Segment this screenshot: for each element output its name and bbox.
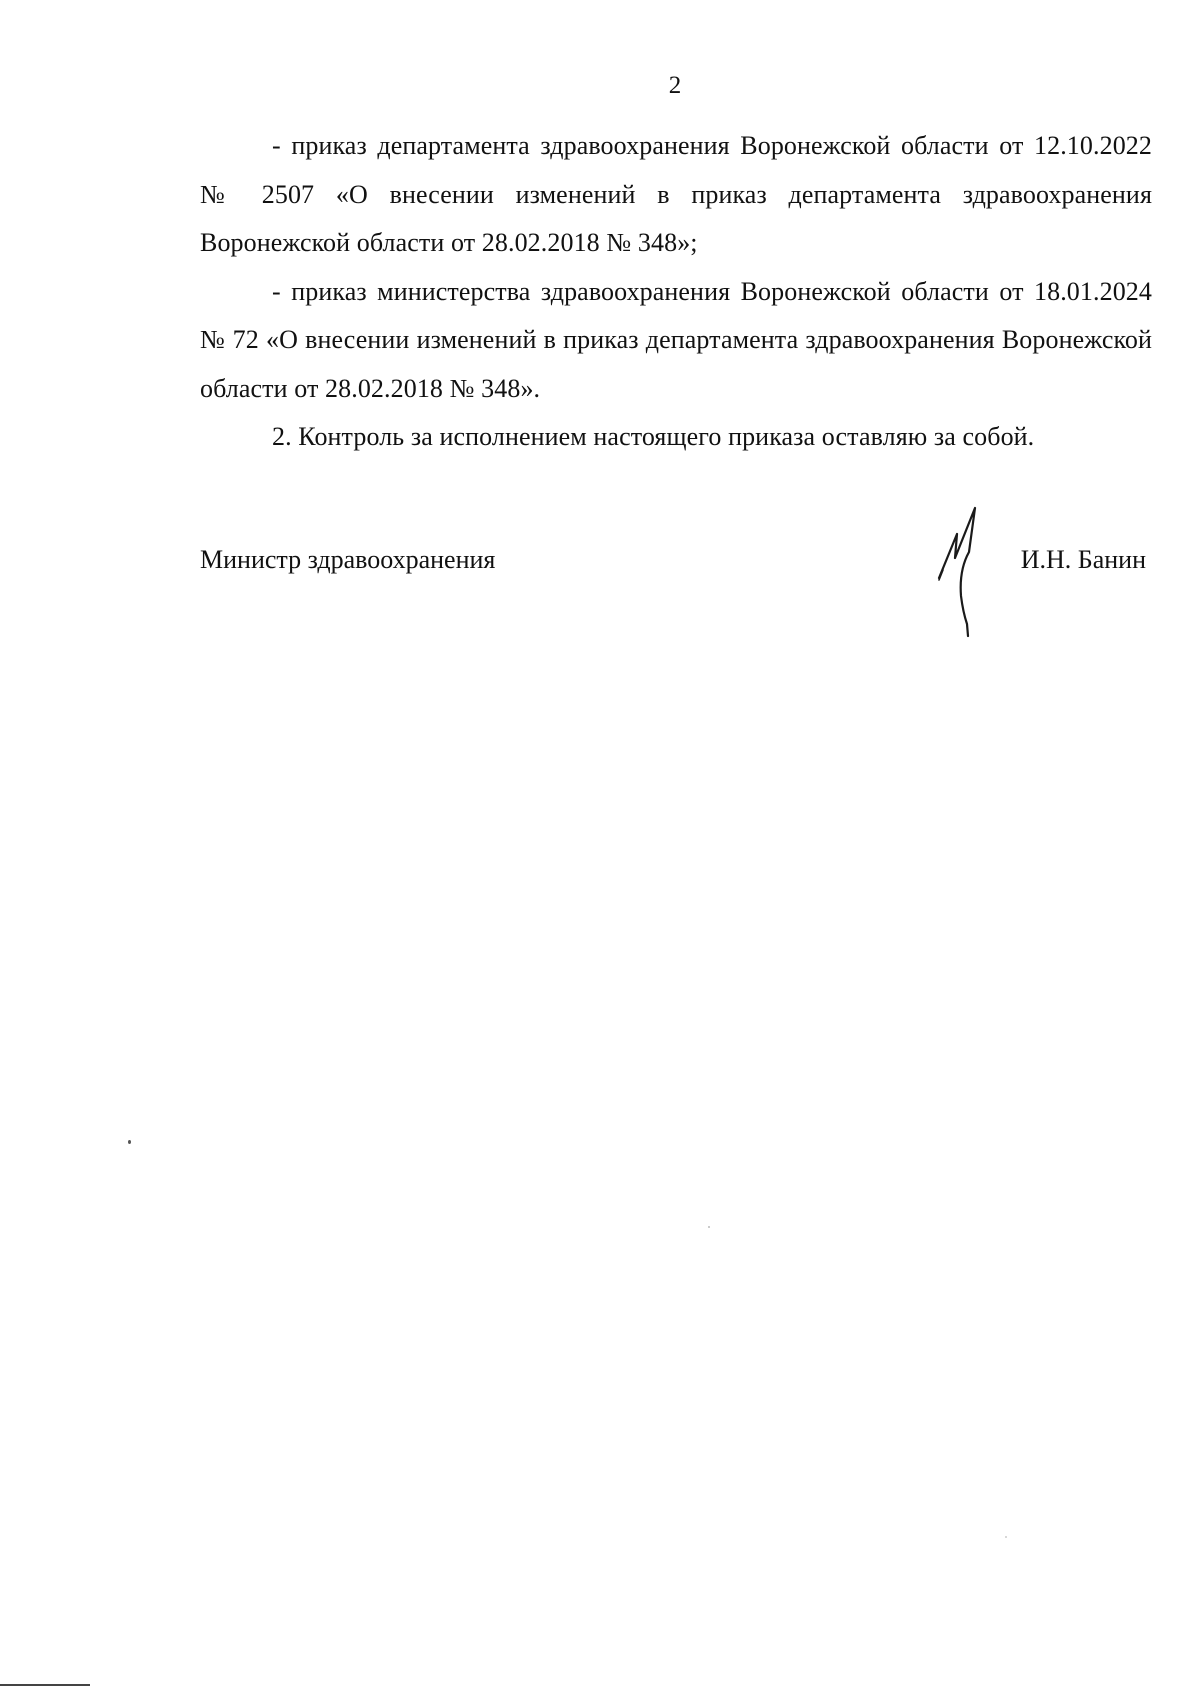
signature-block [200, 540, 1152, 600]
signer-title: Министр здравоохранения [200, 545, 496, 574]
footer-scan-line [0, 1684, 90, 1686]
paragraph-order-2024: - приказ министерства здравоохранения Воронежской области от 18.01.2024 № 72 «О внесении изменений в приказ департамента здравоохранения Воронежской области от 28.02.2018 № 348». [200, 276, 1152, 403]
handwritten-signature-icon [935, 500, 995, 640]
page-number: 2 [668, 72, 682, 99]
scan-speck [1005, 1536, 1007, 1538]
scan-speck [708, 1226, 710, 1228]
signer-name: И.Н. Банин [1020, 545, 1146, 574]
paragraph-control: 2. Контроль за исполнением настоящего приказа оставляю за собой. [272, 422, 1035, 451]
paragraph-order-2022: - приказ департамента здравоохранения Воронежской области от 12.10.2022 № 2507 «О внесении изменений в приказ департамента здравоохранения Воронежской области от 28.02.2018 № 348»; [200, 131, 1152, 257]
document-body [200, 122, 1152, 462]
scan-speck [128, 1140, 131, 1144]
